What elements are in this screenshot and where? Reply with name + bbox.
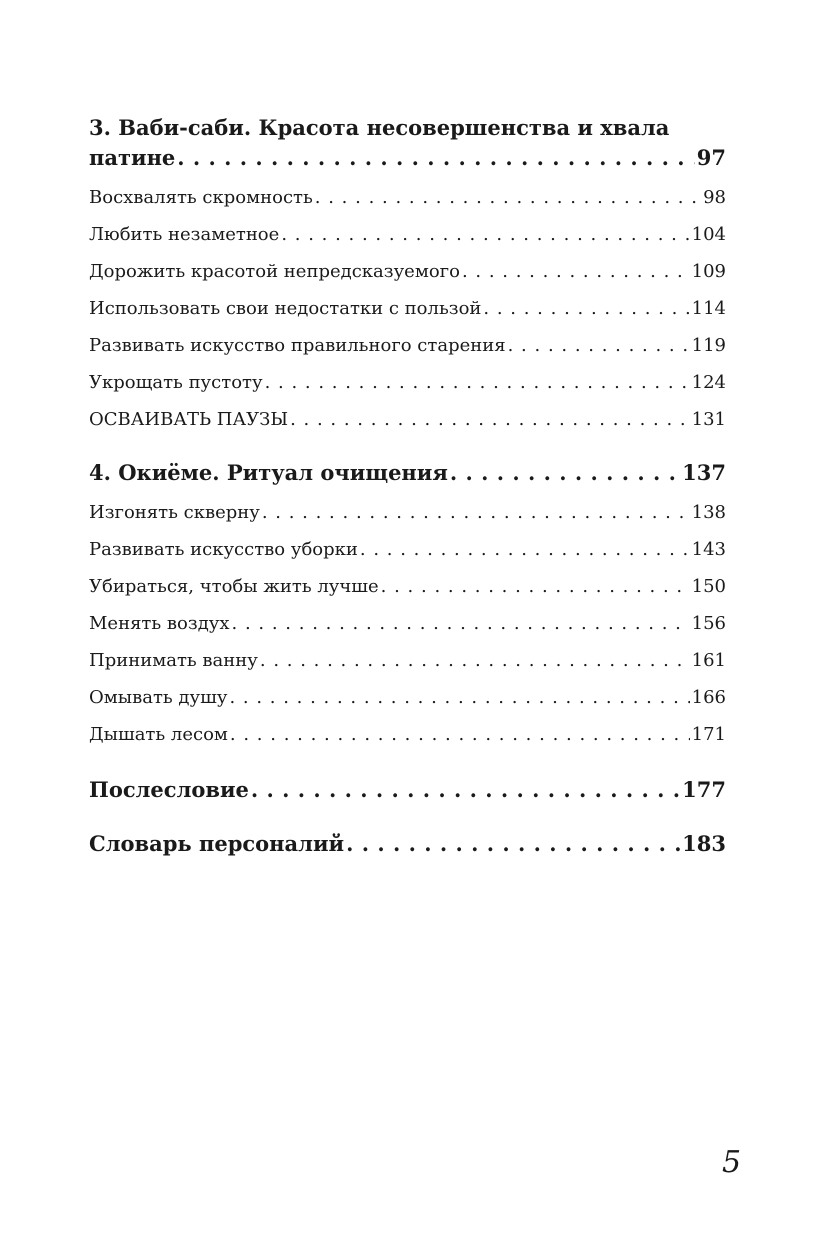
dot-leader: [508, 327, 690, 364]
entry-title: Любить незаметное: [89, 224, 280, 245]
dot-leader: [229, 679, 689, 716]
chapter-4-heading[interactable]: [89, 458, 726, 488]
dot-leader: [381, 568, 690, 605]
glossary-page-number: 183: [682, 831, 726, 856]
chapter-title-line-2: [89, 143, 726, 173]
entry-title: Убираться, чтобы жить лучше: [89, 576, 379, 597]
dot-leader: [281, 216, 689, 253]
toc-entry[interactable]: [89, 642, 726, 679]
dot-leader: [360, 531, 690, 568]
toc-entry[interactable]: [89, 401, 726, 438]
entry-page-number: 119: [691, 335, 726, 356]
dot-leader: [290, 401, 690, 438]
entry-page-number: 131: [691, 409, 726, 430]
entry-page-number: 98: [703, 187, 726, 208]
toc-entry[interactable]: [89, 494, 726, 531]
chapter-3-heading[interactable]: [89, 113, 726, 173]
entry-title: Развивать искусство правильного старения: [89, 335, 506, 356]
entry-title: Укрощать пустоту: [89, 372, 263, 393]
chapter-title: 4. Окиёме. Ритуал очищения: [89, 460, 448, 485]
entry-page-number: 166: [691, 687, 726, 708]
chapter-title-continuation: патине: [89, 145, 176, 170]
toc-entry[interactable]: [89, 716, 726, 753]
dot-leader: [232, 605, 690, 642]
entry-page-number: 114: [691, 298, 726, 319]
dot-leader: [483, 290, 689, 327]
glossary-title: Словарь персоналий: [89, 831, 345, 856]
entry-title: Изгонять скверну: [89, 502, 260, 523]
toc-entry[interactable]: [89, 531, 726, 568]
dot-leader: [262, 494, 690, 531]
chapter-4-entries: [89, 494, 726, 753]
entry-page-number: 109: [691, 261, 726, 282]
entry-title: Принимать ванну: [89, 650, 258, 671]
toc-entry[interactable]: [89, 568, 726, 605]
toc-entry[interactable]: [89, 179, 726, 216]
entry-page-number: 171: [691, 724, 726, 745]
entry-title: ОСВАИВАТЬ ПАУЗЫ: [89, 409, 289, 430]
entry-page-number: 124: [691, 372, 726, 393]
toc-entry[interactable]: [89, 605, 726, 642]
toc-entry[interactable]: [89, 253, 726, 290]
toc-entry[interactable]: [89, 364, 726, 401]
entry-title: Дышать лесом: [89, 724, 228, 745]
entry-page-number: 104: [691, 224, 726, 245]
chapter-title-line-1: 3. Ваби-саби. Красота несовершенства и хвала: [89, 115, 670, 140]
entry-title: Омывать душу: [89, 687, 228, 708]
chapter-page-number: 137: [682, 460, 726, 485]
entry-page-number: 161: [691, 650, 726, 671]
toc-entry[interactable]: [89, 679, 726, 716]
chapter-page-number: 97: [696, 145, 726, 170]
toc-entry[interactable]: [89, 216, 726, 253]
dot-leader: [265, 364, 690, 401]
entry-title: Восхвалять скромность: [89, 187, 313, 208]
dot-leader: [230, 716, 690, 753]
toc-entry[interactable]: [89, 327, 726, 364]
dot-leader: [260, 642, 690, 679]
entry-title: Менять воздух: [89, 613, 230, 634]
entry-title: Использовать свои недостатки с пользой: [89, 298, 482, 319]
entry-page-number: 143: [691, 539, 726, 560]
afterword-entry[interactable]: [89, 775, 726, 805]
table-of-contents: [89, 113, 726, 859]
page-number: 5: [722, 1145, 742, 1180]
glossary-entry[interactable]: [89, 829, 726, 859]
dot-leader: [450, 458, 680, 488]
dot-leader: [251, 775, 680, 805]
dot-leader: [177, 143, 694, 173]
entry-page-number: 150: [691, 576, 726, 597]
entry-title: Развивать искусство уборки: [89, 539, 358, 560]
chapter-3-entries: [89, 179, 726, 438]
toc-entry[interactable]: [89, 290, 726, 327]
afterword-title: Послесловие: [89, 777, 249, 802]
dot-leader: [346, 829, 680, 859]
afterword-page-number: 177: [682, 777, 726, 802]
dot-leader: [462, 253, 690, 290]
entry-title: Дорожить красотой непредсказуемого: [89, 261, 460, 282]
entry-page-number: 156: [691, 613, 726, 634]
entry-page-number: 138: [691, 502, 726, 523]
dot-leader: [315, 179, 701, 216]
